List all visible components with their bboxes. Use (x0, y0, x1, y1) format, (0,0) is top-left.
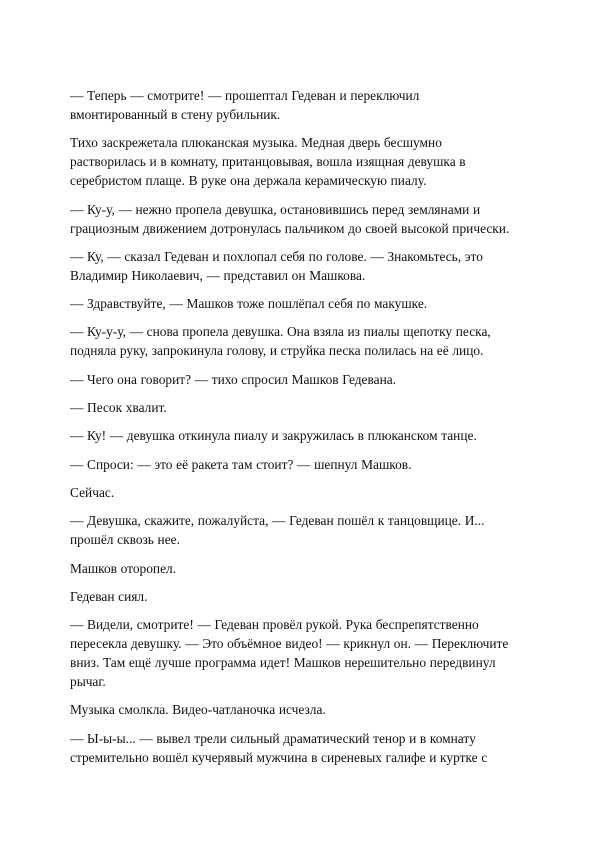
paragraph-4: — Ку, — сказал Гедеван и похлопал себя по голове. — Знакомьтесь, это Владимир Николаевич, — представил он Машкова. (70, 248, 483, 283)
paragraph-15: — Видели, смотрите! — Гедеван провёл рукой. Рука беспрепятственно пересекла девушку. — Это объёмное видео! — крикнул он. — Переключите вниз. Там ещё лучше программа идет! Машков нерешительно передвинул рычаг. (70, 617, 509, 690)
paragraph-17: — Ы-ы-ы... — вывел трели сильный драматический тенор и в комнату стремительно вошёл кучерявый мужчина в сиреневых галифе и куртке с (70, 730, 488, 765)
body-text (70, 86, 532, 776)
paragraph-11: Сейчас. (70, 484, 115, 500)
paragraph-5: — Здравствуйте, — Машков тоже пошлёпал себя по макушке. (70, 296, 428, 312)
paragraph-12: — Девушка, скажите, пожалуйста, — Гедеван пошёл к танцовщице. И... прошёл сквозь нее. (70, 513, 485, 548)
paragraph-2: Тихо заскрежетала плюканская музыка. Медная дверь бесшумно растворилась и в комнату, пританцовывая, вошла изящная девушка в серебристом плаще. В руке она держала керамическую пиалу. (70, 135, 466, 189)
paragraph-9: — Ку! — девушка откинула пиалу и закружилась в плюканском танце. (70, 428, 477, 444)
paragraph-1: — Теперь — смотрите! — прошептал Гедеван и переключил вмонтированный в стену рубильник. (70, 88, 420, 122)
paragraph-7: — Чего она говорит? — тихо спросил Машков Гедевана. (70, 371, 397, 387)
paragraph-13: Машков оторопел. (70, 560, 177, 576)
paragraph-10: — Спроси: — это её ракета там стоит? — шепнул Машков. (70, 456, 412, 472)
paragraph-14: Гедеван сиял. (70, 588, 148, 604)
paragraph-16: Музыка смолкла. Видео-чатланочка исчезла. (70, 702, 326, 718)
paragraph-3: — Ку-у, — нежно пропела девушка, остановившись перед землянами и грациозным движением дотронулась пальчиком до своей высокой прически. (70, 201, 510, 236)
paragraph-6: — Ку-у-у, — снова пропела девушка. Она взяла из пиалы щепотку песка, подняла руку, запрокинула голову, и струйка песка полилась на её лицо. (70, 324, 491, 359)
paragraph-8: — Песок хвалит. (70, 400, 167, 416)
